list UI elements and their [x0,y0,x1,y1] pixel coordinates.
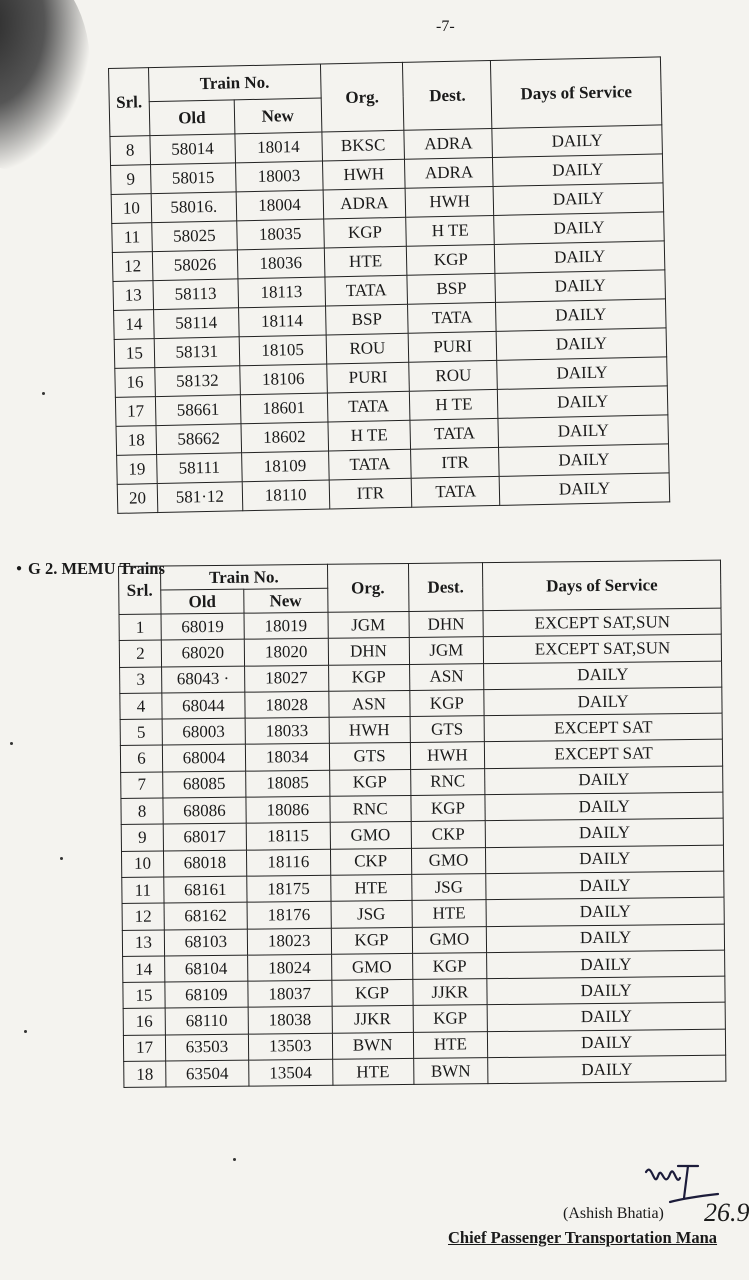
cell-org: BSP [325,304,408,335]
cell-days: DAILY [487,924,725,953]
cell-dest: H TE [410,389,498,420]
cell-old: 63504 [166,1060,249,1087]
cell-srl: 4 [120,693,162,720]
header-train-no: Train No. [160,564,327,590]
cell-srl: 16 [115,368,156,398]
cell-srl: 14 [123,956,165,983]
cell-new: 18176 [247,902,331,929]
cell-dest: JJKR [412,979,487,1006]
cell-new: 13504 [248,1059,332,1086]
cell-new: 18038 [248,1007,332,1034]
cell-srl: 1 [119,614,161,641]
cell-dest: KGP [413,1005,488,1032]
cell-dest: BWN [413,1058,488,1085]
cell-org: TATA [328,449,411,480]
cell-dest: JGM [409,637,484,664]
cell-old: 68019 [161,613,244,640]
cell-org: CKP [330,848,411,875]
header-old: Old [149,100,235,136]
cell-days: DAILY [486,845,724,874]
header-srl: Srl. [109,68,150,137]
cell-srl: 17 [115,397,156,427]
cell-new: 18601 [240,393,327,424]
cell-new: 18106 [240,364,327,395]
cell-new: 18004 [236,190,323,221]
cell-org: GMO [331,953,412,980]
header-srl: Srl. [119,566,161,614]
cell-new: 18085 [245,770,329,797]
cell-days: EXCEPT SAT,SUN [483,608,721,637]
trains-table-1 [108,56,670,513]
cell-old: 58016. [151,192,236,223]
cell-old: 68161 [164,876,247,903]
cell-old: 58015 [150,163,235,194]
cell-org: HTE [324,246,407,277]
cell-old: 68017 [163,824,246,851]
cell-org: JSG [331,901,412,928]
cell-org: ITR [329,478,412,509]
cell-srl: 15 [123,982,165,1009]
cell-org: HTE [332,1058,413,1085]
header-org: Org. [320,62,404,132]
cell-org: KGP [328,664,409,691]
cell-new: 18023 [247,928,331,955]
cell-old: 68086 [163,797,246,824]
cell-old: 68104 [165,955,248,982]
cell-srl: 11 [112,223,153,253]
cell-days: DAILY [498,415,668,448]
cell-old: 58026 [152,250,237,281]
cell-new: 18014 [235,132,322,163]
header-new: New [234,98,321,134]
header-new: New [244,588,328,613]
cell-dest: ADRA [404,128,492,159]
header-old: Old [161,589,244,614]
cell-dest: HWH [405,186,493,217]
cell-new: 18020 [244,639,328,666]
cell-srl: 10 [111,194,152,224]
cell-org: ADRA [323,188,406,219]
cell-dest: RNC [410,768,485,795]
cell-dest: GTS [410,716,485,743]
cell-days: DAILY [488,1029,726,1058]
cell-old: 58131 [154,337,239,368]
cell-srl: 16 [123,1008,165,1035]
page-number: -7- [436,18,455,35]
cell-dest: TATA [412,476,500,507]
signatory-name: (Ashish Bhatia) [563,1205,664,1222]
cell-new: 13503 [248,1033,332,1060]
cell-old: 68103 [164,929,247,956]
cell-days: DAILY [487,976,725,1005]
cell-old: 68109 [165,981,248,1008]
cell-srl: 18 [116,426,157,456]
cell-org: TATA [327,391,410,422]
cell-srl: 9 [121,824,163,851]
cell-dest: HTE [412,900,487,927]
cell-srl: 6 [120,746,162,773]
cell-dest: TATA [408,302,496,333]
header-days: Days of Service [491,57,662,129]
cell-srl: 8 [110,136,151,166]
cell-days: DAILY [499,444,669,477]
cell-dest: H TE [406,215,494,246]
cell-days: DAILY [499,473,669,506]
cell-old: 63503 [165,1034,248,1061]
cell-new: 18036 [237,248,324,279]
cell-old: 68003 [162,718,245,745]
cell-org: HTE [330,874,411,901]
cell-old: 58111 [157,453,242,484]
cell-old: 68110 [165,1008,248,1035]
cell-old: 58014 [150,134,235,165]
cell-dest: KGP [409,690,484,717]
cell-dest: DHN [408,611,483,638]
cell-org: KGP [323,217,406,248]
cell-new: 18110 [242,480,329,511]
section-title-text: G 2. MEMU Trains [28,559,165,578]
cell-dest: ITR [411,447,499,478]
cell-days: DAILY [498,386,668,419]
cell-srl: 7 [121,772,163,799]
cell-srl: 9 [111,165,152,195]
cell-dest: GMO [412,926,487,953]
cell-new: 18115 [246,823,330,850]
cell-days: DAILY [488,1055,726,1084]
cell-org: TATA [324,275,407,306]
cell-dest: HTE [413,1031,488,1058]
cell-dest: CKP [411,821,486,848]
cell-days: DAILY [486,871,724,900]
scan-speck [233,1158,236,1161]
bullet-mark: ● [16,563,23,574]
cell-org: ROU [326,333,409,364]
cell-srl: 15 [114,339,155,369]
cell-new: 18033 [245,717,329,744]
header-train-no: Train No. [148,64,320,102]
cell-srl: 10 [121,851,163,878]
header-dest: Dest. [408,563,483,612]
cell-org: KGP [329,769,410,796]
cell-old: 58114 [154,308,239,339]
cell-new: 18175 [247,875,331,902]
cell-old: 58132 [155,366,240,397]
cell-srl: 19 [117,455,158,485]
cell-days: DAILY [486,819,724,848]
cell-srl: 5 [120,719,162,746]
header-org: Org. [327,563,408,612]
scan-speck [10,742,13,745]
cell-org: H TE [328,420,411,451]
cell-dest: BSP [407,273,495,304]
signature-date: 26.9 [704,1198,749,1227]
cell-days: DAILY [493,154,663,187]
cell-days: DAILY [496,328,666,361]
cell-srl: 14 [114,310,155,340]
cell-new: 18109 [241,451,328,482]
cell-org: JGM [328,611,409,638]
cell-org: HWH [329,717,410,744]
cell-old: 68044 [162,692,245,719]
scan-speck [24,1030,27,1033]
cell-dest: GMO [411,847,486,874]
cell-new: 18024 [247,954,331,981]
cell-org: ASN [328,690,409,717]
cell-days: DAILY [497,357,667,390]
header-dest: Dest. [403,60,492,130]
signatory-title: Chief Passenger Transportation Mana [448,1228,718,1247]
cell-old: 58662 [156,424,241,455]
scan-speck [60,857,63,860]
cell-org: BWN [332,1032,413,1059]
cell-org: RNC [330,796,411,823]
cell-srl: 13 [113,281,154,311]
cell-new: 18019 [244,612,328,639]
cell-new: 18114 [238,306,325,337]
cell-old: 68085 [163,771,246,798]
page-corner-shadow [0,0,90,170]
cell-new: 18037 [248,980,332,1007]
cell-dest: KGP [410,795,485,822]
cell-srl: 13 [122,930,164,957]
cell-days: DAILY [485,766,723,795]
cell-old: 68020 [161,639,244,666]
cell-days: DAILY [487,950,725,979]
cell-days: DAILY [492,125,662,158]
cell-new: 18028 [245,691,329,718]
cell-srl: 8 [121,798,163,825]
scan-speck [42,392,45,395]
cell-days: EXCEPT SAT,SUN [484,634,722,663]
cell-old: 581·12 [157,482,242,513]
cell-dest: KGP [412,953,487,980]
cell-dest: ASN [409,663,484,690]
cell-new: 18602 [241,422,328,453]
cell-srl: 12 [112,252,153,282]
cell-days: DAILY [496,299,666,332]
cell-dest: HWH [410,742,485,769]
cell-dest: TATA [410,418,498,449]
cell-old: 68043 · [161,666,244,693]
cell-days: DAILY [484,687,722,716]
cell-dest: PURI [409,331,497,362]
cell-org: KGP [331,927,412,954]
cell-new: 18027 [244,665,328,692]
cell-new: 18086 [246,796,330,823]
cell-dest: ROU [409,360,497,391]
cell-new: 18034 [245,744,329,771]
cell-days: EXCEPT SAT [485,740,723,769]
cell-org: KGP [332,980,413,1007]
cell-srl: 17 [123,1035,165,1062]
cell-dest: ADRA [405,157,493,188]
trains-table-2 [118,560,726,1089]
cell-old: 58113 [153,279,238,310]
header-days: Days of Service [483,560,721,610]
cell-srl: 3 [120,667,162,694]
cell-old: 68162 [164,902,247,929]
cell-days: DAILY [487,1003,725,1032]
cell-new: 18105 [239,335,326,366]
cell-new: 18116 [246,849,330,876]
cell-org: GMO [330,822,411,849]
cell-old: 68004 [162,745,245,772]
cell-days: DAILY [494,212,664,245]
cell-dest: JSG [411,874,486,901]
cell-org: DHN [328,638,409,665]
cell-srl: 18 [124,1061,166,1088]
cell-org: BKSC [321,130,404,161]
cell-old: 68018 [163,850,246,877]
cell-days: DAILY [494,241,664,274]
cell-srl: 12 [122,903,164,930]
cell-new: 18113 [238,277,325,308]
cell-new: 18003 [235,161,322,192]
cell-days: DAILY [484,661,722,690]
cell-days: DAILY [486,897,724,926]
cell-new: 18035 [236,219,323,250]
cell-days: DAILY [495,270,665,303]
cell-srl: 11 [122,877,164,904]
cell-days: EXCEPT SAT [484,713,722,742]
cell-org: JJKR [332,1006,413,1033]
cell-org: GTS [329,743,410,770]
cell-old: 58661 [155,395,240,426]
cell-srl: 20 [117,484,158,514]
cell-srl: 2 [119,640,161,667]
cell-org: HWH [322,159,405,190]
cell-days: DAILY [485,792,723,821]
cell-dest: KGP [407,244,495,275]
table-row [124,1055,726,1088]
cell-org: PURI [326,362,409,393]
cell-days: DAILY [493,183,663,216]
cell-old: 58025 [152,221,237,252]
